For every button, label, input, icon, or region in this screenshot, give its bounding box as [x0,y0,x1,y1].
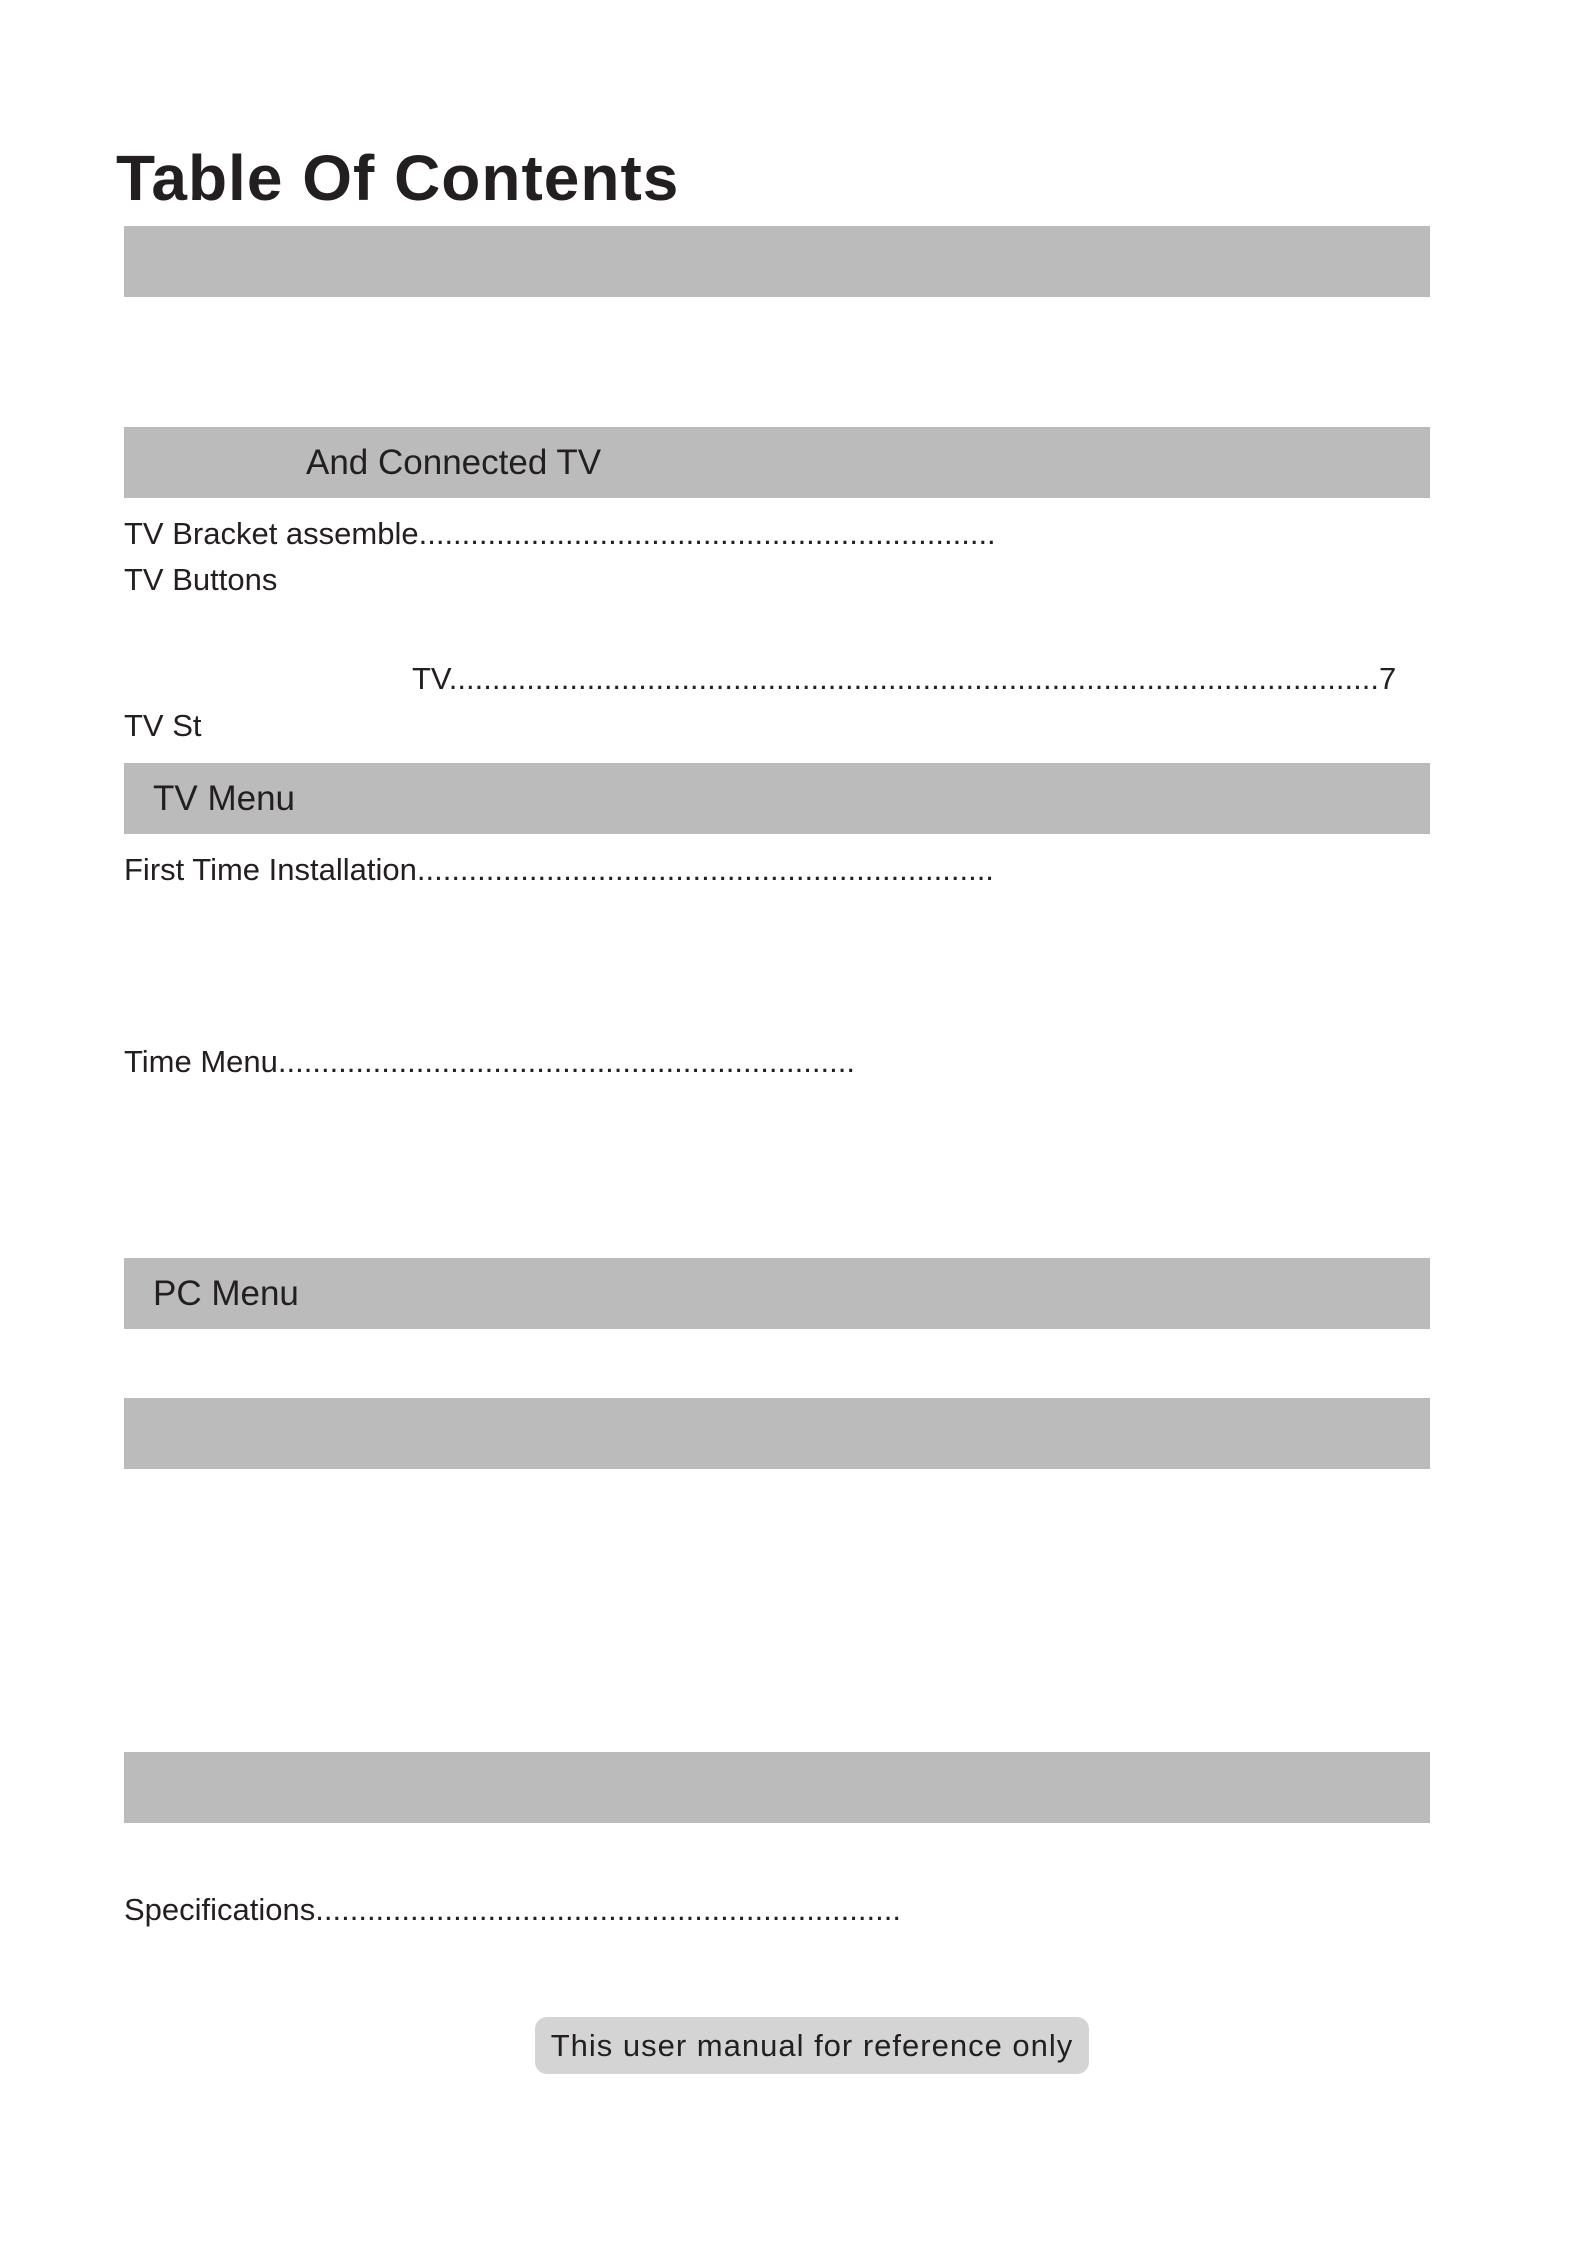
toc-entry-tv[interactable]: TV............................................................................................................7 [412,661,1397,696]
section-bar-tv-menu [124,763,1430,834]
toc-entry-tv-st[interactable]: TV St [124,708,202,743]
toc-entry-tv-bracket[interactable]: TV Bracket assemble................................................................... [124,516,996,551]
section-bar-6 [124,1752,1430,1823]
section-bar-5 [124,1398,1430,1469]
toc-entry-time-menu[interactable]: Time Menu................................................................... [124,1044,855,1079]
section-title-pc-menu: PC Menu [153,1274,299,1313]
reference-note-badge: This user manual for reference only [535,2017,1089,2074]
section-bar-1 [124,226,1430,297]
section-bar-pc-menu [124,1258,1430,1329]
toc-entry-first-time-installation[interactable]: First Time Installation................................................................... [124,852,994,887]
section-title-tv-menu: TV Menu [153,779,295,818]
section-title-connected-tv: And Connected TV [306,443,602,482]
toc-entry-specifications[interactable]: Specifications.................................................................... [124,1892,901,1927]
page-title: Table Of Contents [116,142,680,214]
section-bar-connected-tv [124,427,1430,498]
toc-entry-tv-buttons[interactable]: TV Buttons [124,562,278,597]
